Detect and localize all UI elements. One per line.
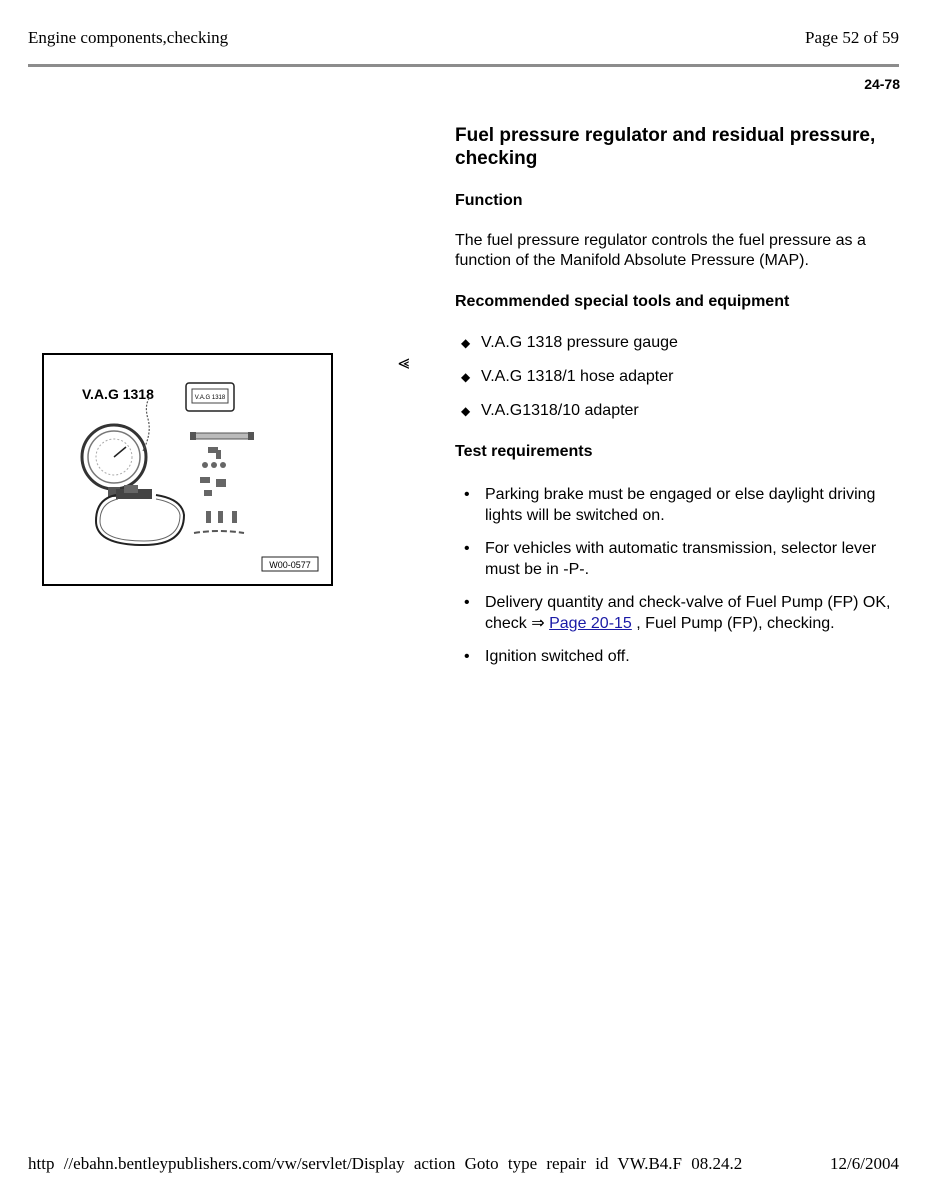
requirement-item: • Ignition switched off. — [455, 647, 900, 668]
requirement-item: • For vehicles with automatic transmission, selector lever must be in -P-. — [464, 540, 877, 578]
figure-code: W00-0577 — [269, 560, 311, 570]
page-counter: Page 52 of 59 — [805, 28, 899, 47]
requirement-item: • Parking brake must be engaged or else daylight driving lights will be switched on. — [464, 486, 876, 524]
tool-item: ◆ V.A.G 1318 pressure gauge — [461, 334, 678, 351]
diamond-bullet-icon: ◆ — [461, 370, 471, 384]
section-heading: Fuel pressure regulator and residual pressure, checking — [455, 125, 876, 169]
figure-pointer-icon: ⪡ — [398, 352, 410, 374]
diamond-bullet-icon: ◆ — [461, 404, 471, 418]
function-text: The fuel pressure regulator controls the fuel pressure as a function of the Manifold Absolute Pressure (MAP). — [455, 232, 866, 269]
diamond-bullet-icon: ◆ — [461, 336, 471, 350]
footer-date: 12/6/2004 — [830, 1154, 899, 1173]
tool-figure — [42, 353, 333, 586]
requirement-item: • Delivery quantity and check-valve of Fuel Pump (FP) OK, check ⇒ Page 20-15 , Fuel Pump (FP), checking. — [464, 594, 891, 632]
function-heading: Function — [455, 192, 523, 209]
document-title: Engine components,checking — [28, 28, 229, 47]
page-link[interactable]: Page 20-15 — [549, 614, 632, 632]
requirements-list — [455, 485, 900, 668]
footer-url: http //ebahn.bentleypublishers.com/vw/servlet/Display action Goto type repair id VW.B4.F 08.24.2 — [28, 1154, 743, 1173]
tools-heading: Recommended special tools and equipment — [455, 293, 790, 310]
case-label: V.A.G 1318 — [194, 395, 226, 401]
test-requirements-heading: Test requirements — [455, 443, 593, 460]
main-content — [455, 124, 900, 681]
bullet-icon: • — [464, 648, 470, 665]
bullet-icon: • — [464, 594, 470, 611]
tool-item: ◆ V.A.G1318/10 adapter — [461, 402, 639, 419]
tools-list — [455, 333, 900, 421]
header-divider — [28, 64, 899, 67]
page-code: 24-78 — [864, 76, 900, 92]
figure-title: V.A.G 1318 — [82, 386, 154, 402]
bullet-icon: • — [464, 540, 470, 557]
tool-item: ◆ V.A.G 1318/1 hose adapter — [461, 368, 674, 385]
bullet-icon: • — [464, 486, 470, 503]
